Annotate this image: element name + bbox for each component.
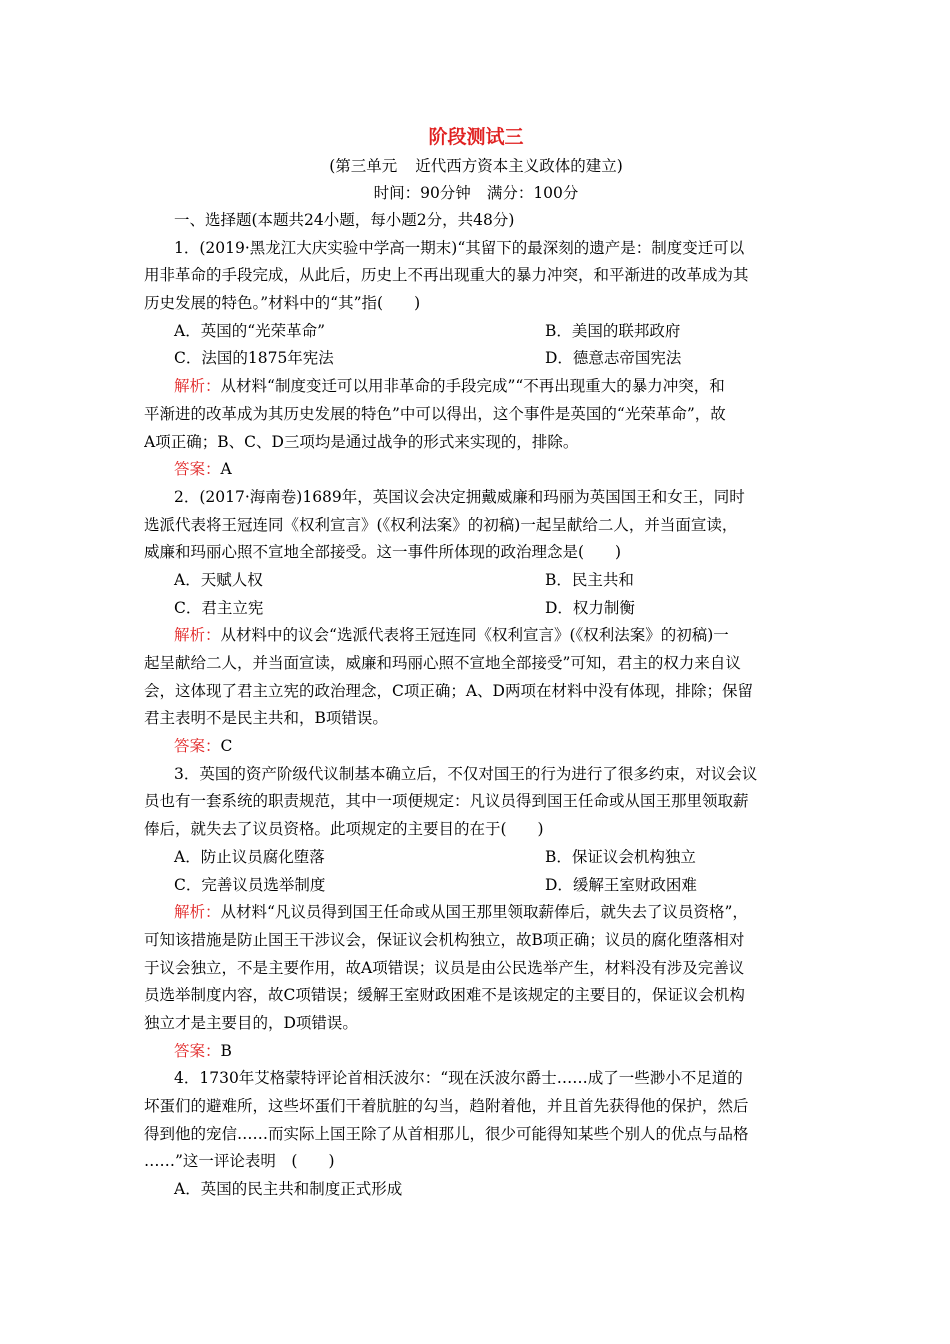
option-a: A．防止议员腐化堕落: [174, 847, 325, 866]
question-1: [144, 235, 808, 484]
question-line: 威廉和玛丽心照不宣地全部接受。这一事件所体现的政治理念是( ): [144, 543, 622, 562]
exam-time: 时间：90分钟: [373, 184, 471, 202]
section-heading: 一、选择题(本题共24小题，每小题2分，共48分): [174, 211, 515, 229]
option-row: [144, 318, 808, 346]
exam-info: [144, 180, 808, 207]
question-line: 得到他的宠信……而实际上国王除了从首相那儿，很少可能得知某些个别人的优点与品格: [144, 1124, 749, 1143]
option-a: A．英国的“光荣革命”: [174, 321, 326, 340]
option-d: D．德意志帝国宪法: [545, 349, 682, 368]
question-4: [144, 1065, 808, 1203]
analysis-line: 独立才是主要目的，D项错误。: [144, 1013, 358, 1032]
option-c: C．法国的1875年宪法: [174, 349, 334, 368]
page-subtitle: [144, 153, 808, 180]
question-line: 历史发展的特色。”材料中的“其”指( ): [144, 294, 421, 313]
option-a: A．英国的民主共和制度正式形成: [174, 1180, 403, 1199]
document-content: [144, 122, 808, 1204]
answer-value: B: [220, 1041, 232, 1060]
answer-value: A: [220, 460, 232, 479]
analysis-line: 平渐进的改革成为其历史发展的特色”中可以得出，这个事件是英国的“光荣革命”，故: [144, 404, 726, 423]
analysis-line: 可知该措施是防止国王干涉议会，保证议会机构独立，故B项正确；议员的腐化堕落相对: [144, 930, 745, 949]
analysis-line: 解析：从材料中的议会“选派代表将王冠连同《权利宣言》(《权利法案》的初稿)一: [174, 626, 729, 645]
subtitle-unit: (第三单元: [329, 157, 398, 175]
question-2: [144, 484, 808, 761]
answer-label: 答案：: [174, 737, 221, 756]
analysis-line: 于议会独立，不是主要作用，故A项错误；议员是由公民选举产生，材料没有涉及完善议: [144, 958, 745, 977]
option-d: D．权力制衡: [545, 598, 635, 617]
question-line: ……”这一评论表明 ( ): [144, 1152, 335, 1171]
answer-line: [144, 733, 808, 761]
answer-line: [144, 456, 808, 484]
analysis-line: 员选举制度内容，故C项错误；缓解王室财政困难不是该规定的主要目的，保证议会机构: [144, 986, 745, 1005]
subtitle-topic: 近代西方资本主义政体的建立): [415, 157, 623, 175]
option-b: B．保证议会机构独立: [545, 847, 696, 866]
option-d: D．缓解王室财政困难: [545, 875, 697, 894]
option-c: C．君主立宪: [174, 598, 264, 617]
page-title: 阶段测试三: [428, 126, 524, 148]
question-line: 4．1730年艾格蒙特评论首相沃波尔：“现在沃波尔爵士……成了一些渺小不足道的: [174, 1069, 743, 1088]
question-line: 俸后，就失去了议员资格。此项规定的主要目的在于( ): [144, 820, 544, 839]
option-b: B．民主共和: [545, 570, 634, 589]
question-line: 2．(2017·海南卷)1689年，英国议会决定拥戴威廉和玛丽为英国国王和女王，同时: [174, 487, 745, 506]
option-b: B．美国的联邦政府: [545, 321, 681, 340]
question-line: 用非革命的手段完成，从此后，历史上不再出现重大的暴力冲突，和平渐进的改革成为其: [144, 266, 749, 285]
analysis-line: A项正确；B、C、D三项均是通过战争的形式来实现的，排除。: [144, 432, 579, 451]
answer-line: [144, 1038, 808, 1066]
analysis-label: 解析：: [174, 903, 221, 922]
option-row: [144, 872, 808, 900]
option-a: A．天赋人权: [174, 570, 263, 589]
question-line: 3．英国的资产阶级代议制基本确立后，不仅对国王的行为进行了很多约束，对议会议: [174, 764, 758, 783]
analysis-line: 解析：从材料“凡议员得到国王任命或从国王那里领取薪俸后，就失去了议员资格”，: [174, 903, 748, 922]
option-row: [144, 567, 808, 595]
analysis-label: 解析：: [174, 626, 221, 645]
analysis-label: 解析：: [174, 377, 221, 396]
option-c: C．完善议员选举制度: [174, 875, 326, 894]
question-line: 坏蛋们的避难所，这些坏蛋们干着肮脏的勾当，趋附着他，并且首先获得他的保护，然后: [144, 1097, 749, 1115]
answer-label: 答案：: [174, 460, 221, 479]
analysis-line: 起呈献给二人，并当面宣读，威廉和玛丽心照不宣地全部接受”可知，君主的权力来自议: [144, 654, 741, 672]
analysis-line: 解析：从材料“制度变迁可以用非革命的手段完成”“不再出现重大的暴力冲突，和: [174, 377, 725, 396]
question-line: 员也有一套系统的职责规范，其中一项便规定：凡议员得到国王任命或从国王那里领取薪: [144, 792, 749, 811]
analysis-line: 会，这体现了君主立宪的政治理念，C项正确；A、D两项在材料中没有体现，排除；保留: [144, 681, 753, 700]
option-row: [144, 595, 808, 623]
question-line: 选派代表将王冠连同《权利宣言》(《权利法案》的初稿)一起呈献给二人，并当面宣读，: [144, 515, 738, 534]
question-line: 1．(2019·黑龙江大庆实验中学高一期末)“其留下的最深刻的遗产是：制度变迁可以: [174, 238, 745, 257]
question-3: [144, 761, 808, 1066]
exam-score: 满分：100分: [486, 184, 579, 202]
option-row: [144, 345, 808, 373]
option-row: [144, 844, 808, 872]
answer-value: C: [220, 737, 233, 756]
analysis-line: 君主表明不是民主共和，B项错误。: [144, 709, 388, 728]
answer-label: 答案：: [174, 1041, 221, 1060]
